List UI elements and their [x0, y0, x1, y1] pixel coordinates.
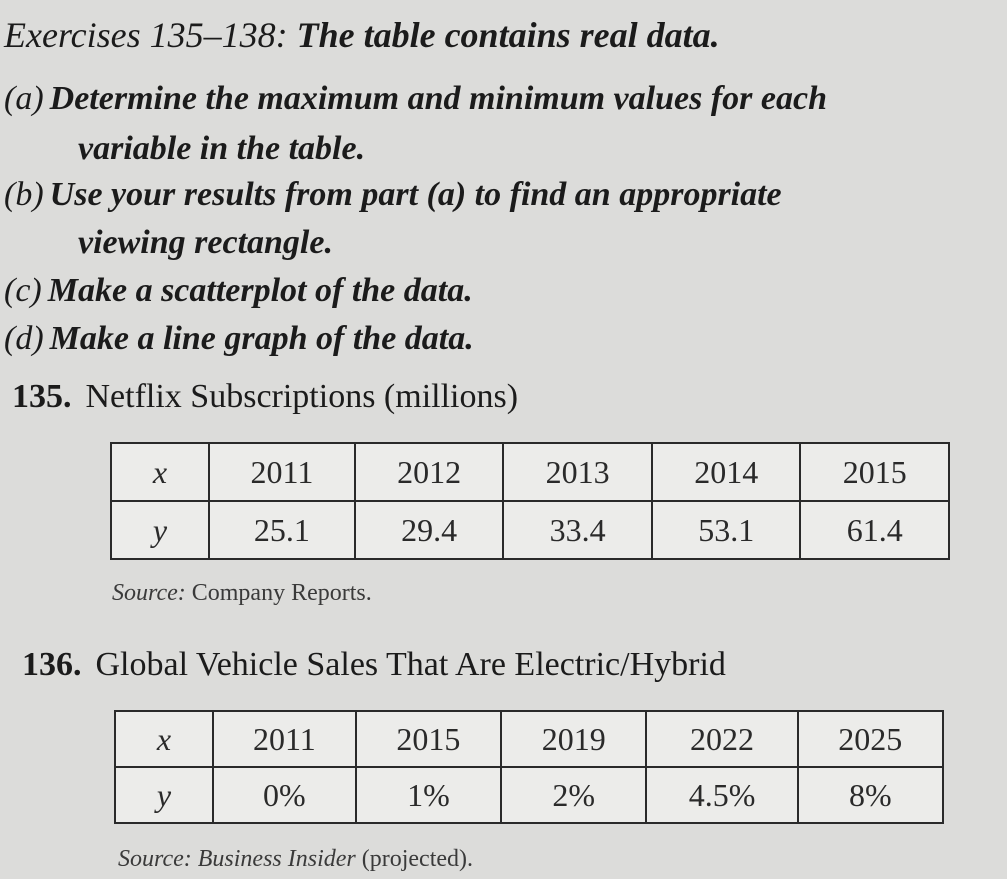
part-c-line-1: Make a scatterplot of the data.: [47, 272, 473, 309]
source-label: Source:: [112, 580, 186, 606]
part-a-line-2: variable in the table.: [78, 130, 366, 167]
exercise-136-heading: Global Vehicle Sales That Are Electric/Hybrid: [95, 646, 726, 683]
part-a-tag: (a): [4, 80, 44, 117]
table-cell: 29.4: [355, 501, 504, 559]
exercise-136-source: [118, 846, 473, 873]
table-cell: 2022: [646, 711, 797, 767]
table-row: [115, 711, 943, 767]
part-a-line-1: Determine the maximum and minimum values for each: [49, 80, 827, 117]
source-note: (projected).: [361, 846, 474, 872]
table-cell: 2015: [800, 443, 949, 501]
table-cell: 1%: [356, 767, 501, 823]
exercise-135-source: [112, 580, 372, 607]
part-b-line-1: Use your results from part (a) to find an appropriate: [49, 176, 782, 213]
part-b-line-2: viewing rectangle.: [78, 224, 333, 261]
part-d-line-1: Make a line graph of the data.: [49, 320, 474, 357]
table-cell: 2025: [798, 711, 943, 767]
table-row: [115, 767, 943, 823]
part-b-tag: (b): [4, 176, 44, 213]
table-cell: 4.5%: [646, 767, 797, 823]
y-header-cell: y: [111, 501, 209, 559]
exercise-135-title: [12, 378, 518, 416]
table-cell: 53.1: [652, 501, 801, 559]
table-cell: 8%: [798, 767, 943, 823]
table-row: [111, 443, 949, 501]
source-label: Source:: [118, 846, 192, 872]
part-d: [4, 320, 474, 358]
table-cell: 61.4: [800, 501, 949, 559]
exercise-136-title: [22, 646, 726, 684]
part-d-tag: (d): [4, 320, 44, 357]
table-cell: 2011: [213, 711, 356, 767]
x-header-cell: x: [115, 711, 213, 767]
part-c: [4, 272, 473, 310]
netflix-table: [110, 442, 950, 560]
table-cell: 33.4: [503, 501, 652, 559]
vehicle-sales-table: [114, 710, 944, 824]
exercises-instruction: The table contains real data.: [296, 15, 720, 55]
table-cell: 2014: [652, 443, 801, 501]
table-cell: 2%: [501, 767, 646, 823]
table-cell: 2012: [355, 443, 504, 501]
x-header-cell: x: [111, 443, 209, 501]
y-header-cell: y: [115, 767, 213, 823]
exercise-135-heading: Netflix Subscriptions (millions): [85, 378, 519, 415]
table-cell: 2011: [209, 443, 355, 501]
table-cell: 25.1: [209, 501, 355, 559]
part-a: [4, 80, 827, 118]
source-publication: Business Insider: [197, 846, 356, 872]
exercise-136-number: 136.: [22, 646, 82, 683]
exercises-header: [4, 14, 720, 56]
part-b: [4, 176, 782, 214]
table-cell: 2019: [501, 711, 646, 767]
exercise-135-number: 135.: [12, 378, 72, 415]
part-c-tag: (c): [4, 272, 42, 309]
table-cell: 2015: [356, 711, 501, 767]
table-row: [111, 501, 949, 559]
exercises-label: Exercises 135–138:: [4, 15, 288, 55]
table-cell: 0%: [213, 767, 356, 823]
table-cell: 2013: [503, 443, 652, 501]
source-text: Company Reports.: [191, 580, 372, 606]
